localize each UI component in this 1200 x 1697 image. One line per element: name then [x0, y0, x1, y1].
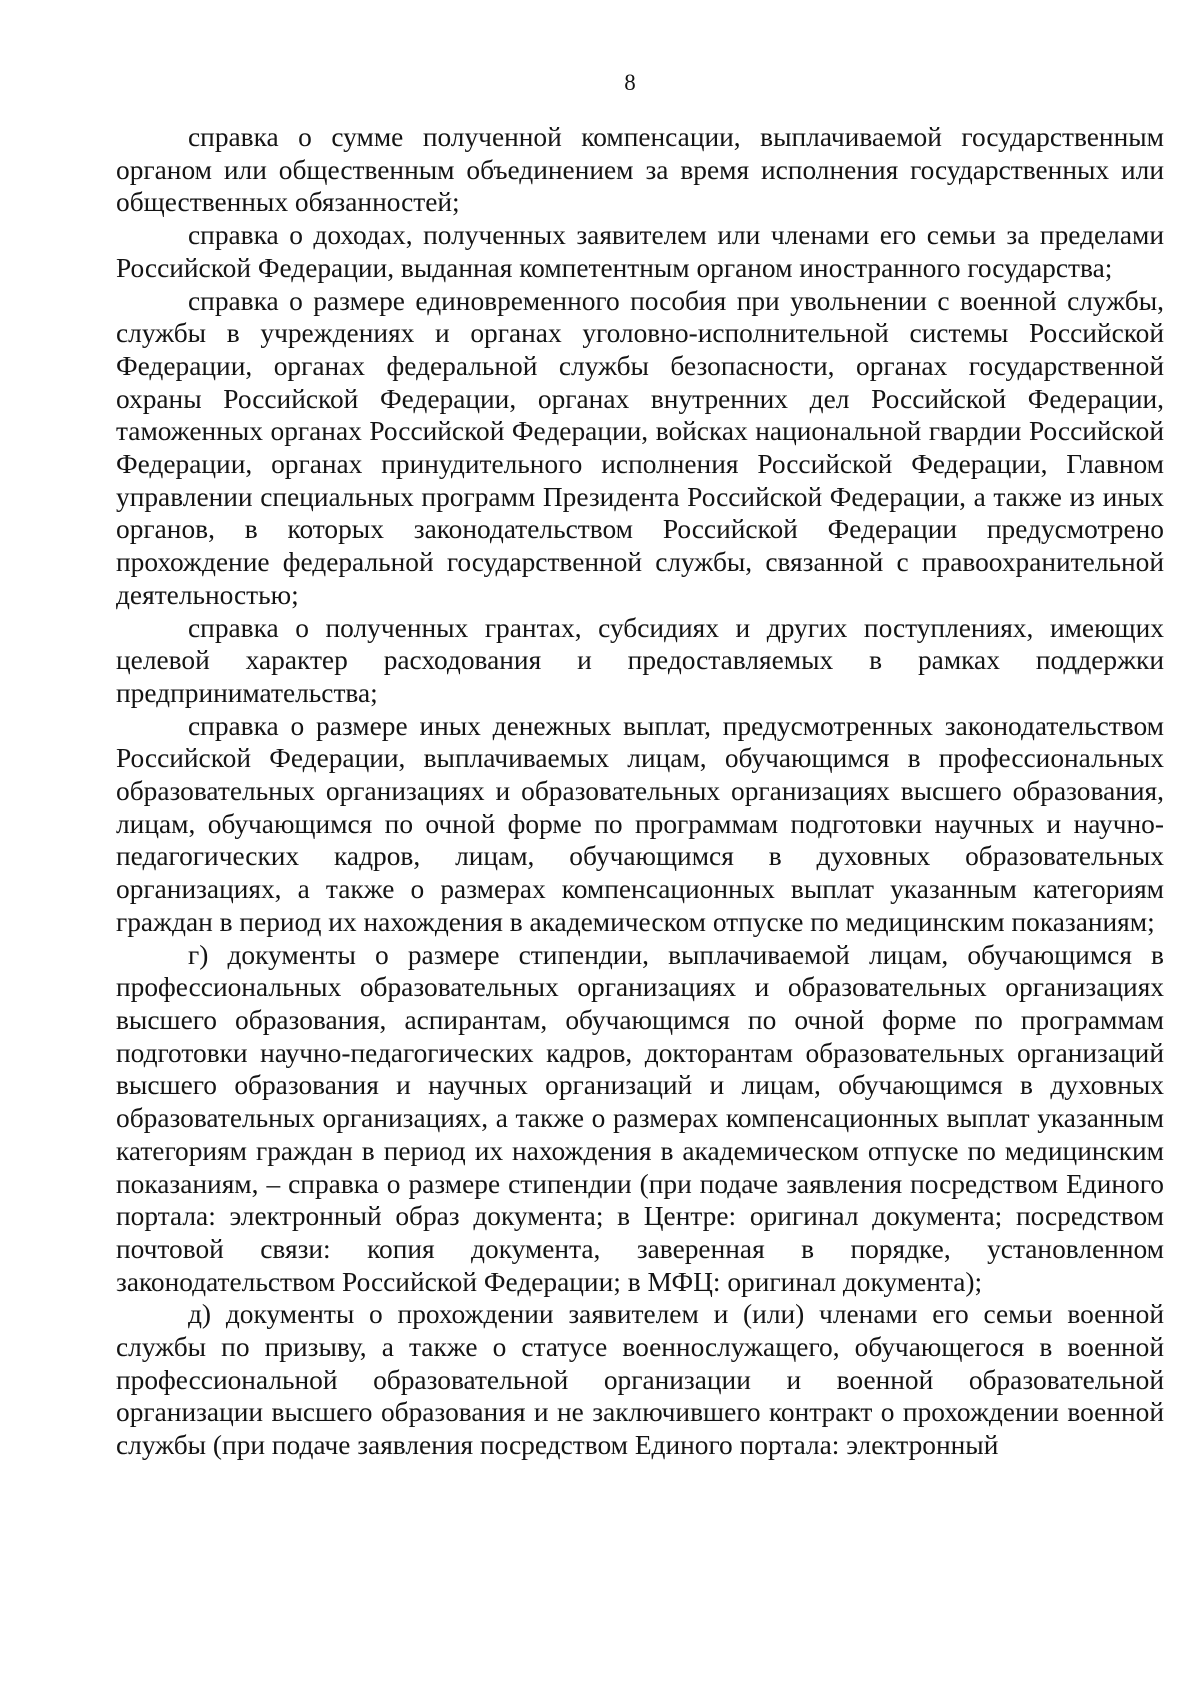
paragraph-item-g-scholarship-documents: г) документы о размере стипендии, выплачиваемой лицам, обучающимся в профессиональных образовательных организациях и образовательных организациях высшего образования, аспирантам, обучающимся по очной форме по программам подготовки научно-педагогических кадров, докторантам образовательных организаций высшего образования и научных организаций и лицам, обучающимся в духовных образовательных организациях, а также о размерах компенсационных выплат указанным категориям граждан в период их нахождения в академическом отпуске по медицинским показаниям, – справка о размере стипендии (при подаче заявления посредством Единого портала: электронный образ документа; в Центре: оригинал документа; посредством почтовой связи: копия документа, заверенная в порядке, установленном законодательством Российской Федерации; в МФЦ: оригинал документа); — [116, 939, 1164, 1297]
paragraph-item-d-military-service-documents: д) документы о прохождении заявителем и (или) членами его семьи военной службы по призыву, а также о статусе военнослужащего, обучающегося в военной профессиональной образовательной организации и военной образовательной организации высшего образования и не заключившего контракт о прохождении военной службы (при подаче заявления посредством Единого портала: электронный — [116, 1299, 1164, 1461]
paragraph-foreign-income-certificate: справка о доходах, полученных заявителем или членами его семьи за пределами Российской Федерации, выданная компетентным органом иностранного государства; — [116, 220, 1164, 283]
page-number: 8 — [624, 70, 636, 95]
paragraph-compensation-certificate: справка о сумме полученной компенсации, выплачиваемой государственным органом или общественным объединением за время исполнения государственных или общественных обязанностей; — [116, 122, 1164, 218]
document-body — [116, 121, 1164, 1462]
paragraph-other-payments-certificate: справка о размере иных денежных выплат, предусмотренных законодательством Российской Федерации, выплачиваемых лицам, обучающимся в профессиональных образовательных организациях и образовательных организациях высшего образования, лицам, обучающимся по очной форме по программам подготовки научных и научно-педагогических кадров, лицам, обучающимся в духовных образовательных организациях, а также о размерах компенсационных выплат указанным категориям граждан в период их нахождения в академическом отпуске по медицинским показаниям; — [116, 710, 1164, 937]
paragraph-grants-certificate: справка о полученных грантах, субсидиях и других поступлениях, имеющих целевой характер расходования и предоставляемых в рамках поддержки предпринимательства; — [116, 612, 1164, 708]
paragraph-severance-allowance-certificate: справка о размере единовременного пособия при увольнении с военной службы, службы в учреждениях и органах уголовно-исполнительной системы Российской Федерации, органах федеральной службы безопасности, органах государственной охраны Российской Федерации, органах внутренних дел Российской Федерации, таможенных органах Российской Федерации, войсках национальной гвардии Российской Федерации, органах принудительного исполнения Российской Федерации, Главном управлении специальных программ Президента Российской Федерации, а также из иных органов, в которых законодательством Российской Федерации предусмотрено прохождение федеральной государственной службы, связанной с правоохранительной деятельностью; — [116, 285, 1164, 610]
